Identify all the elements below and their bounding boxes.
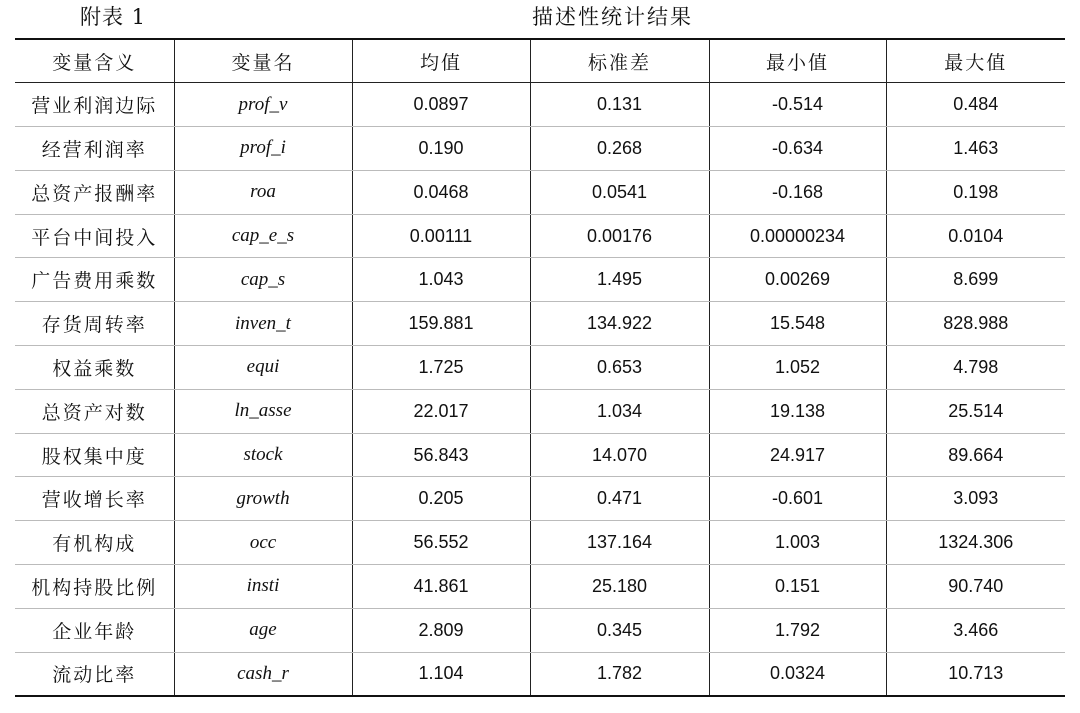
cell-variable-name: cap_s bbox=[174, 258, 352, 302]
cell-max: 1324.306 bbox=[886, 521, 1065, 565]
cell-mean: 0.0897 bbox=[352, 83, 530, 127]
cell-max: 90.740 bbox=[886, 565, 1065, 609]
header-min: 最小值 bbox=[709, 39, 886, 83]
table-row bbox=[15, 652, 1065, 696]
cell-min: -0.514 bbox=[709, 83, 886, 127]
table-row bbox=[15, 302, 1065, 346]
cell-std-dev: 134.922 bbox=[530, 302, 709, 346]
cell-variable-name: cash_r bbox=[174, 652, 352, 696]
cell-mean: 41.861 bbox=[352, 565, 530, 609]
cell-min: 0.00269 bbox=[709, 258, 886, 302]
table-header-row bbox=[15, 39, 1065, 83]
cell-variable-name: insti bbox=[174, 565, 352, 609]
cell-variable-meaning: 存货周转率 bbox=[15, 302, 174, 346]
descriptive-statistics-table bbox=[15, 38, 1065, 697]
cell-mean: 159.881 bbox=[352, 302, 530, 346]
cell-std-dev: 0.653 bbox=[530, 346, 709, 390]
cell-max: 8.699 bbox=[886, 258, 1065, 302]
cell-mean: 1.725 bbox=[352, 346, 530, 390]
cell-mean: 1.104 bbox=[352, 652, 530, 696]
cell-min: -0.601 bbox=[709, 477, 886, 521]
cell-min: -0.634 bbox=[709, 127, 886, 171]
table-row bbox=[15, 127, 1065, 171]
cell-std-dev: 0.471 bbox=[530, 477, 709, 521]
cell-std-dev: 1.782 bbox=[530, 652, 709, 696]
cell-variable-name: age bbox=[174, 608, 352, 652]
cell-min: 0.151 bbox=[709, 565, 886, 609]
cell-variable-name: prof_i bbox=[174, 127, 352, 171]
cell-max: 4.798 bbox=[886, 346, 1065, 390]
cell-variable-meaning: 营业利润边际 bbox=[15, 83, 174, 127]
cell-variable-name: roa bbox=[174, 170, 352, 214]
cell-mean: 22.017 bbox=[352, 389, 530, 433]
cell-variable-name: equi bbox=[174, 346, 352, 390]
cell-min: 1.052 bbox=[709, 346, 886, 390]
cell-min: 0.0324 bbox=[709, 652, 886, 696]
cell-variable-meaning: 总资产报酬率 bbox=[15, 170, 174, 214]
cell-max: 3.466 bbox=[886, 608, 1065, 652]
cell-variable-meaning: 总资产对数 bbox=[15, 389, 174, 433]
cell-max: 0.198 bbox=[886, 170, 1065, 214]
cell-max: 0.0104 bbox=[886, 214, 1065, 258]
cell-std-dev: 0.00176 bbox=[530, 214, 709, 258]
cell-max: 89.664 bbox=[886, 433, 1065, 477]
cell-variable-meaning: 权益乘数 bbox=[15, 346, 174, 390]
cell-variable-name: ln_asse bbox=[174, 389, 352, 433]
table-body bbox=[15, 83, 1065, 696]
cell-std-dev: 14.070 bbox=[530, 433, 709, 477]
table-row bbox=[15, 346, 1065, 390]
cell-max: 25.514 bbox=[886, 389, 1065, 433]
cell-variable-meaning: 平台中间投入 bbox=[15, 214, 174, 258]
cell-min: 0.00000234 bbox=[709, 214, 886, 258]
cell-std-dev: 0.268 bbox=[530, 127, 709, 171]
cell-max: 1.463 bbox=[886, 127, 1065, 171]
header-variable-meaning: 变量含义 bbox=[15, 39, 174, 83]
cell-std-dev: 0.131 bbox=[530, 83, 709, 127]
cell-variable-meaning: 股权集中度 bbox=[15, 433, 174, 477]
cell-mean: 56.843 bbox=[352, 433, 530, 477]
table-row bbox=[15, 565, 1065, 609]
table-title: 描述性统计结果 bbox=[532, 5, 693, 29]
cell-mean: 0.00111 bbox=[352, 214, 530, 258]
header-variable-name: 变量名 bbox=[174, 39, 352, 83]
cell-std-dev: 137.164 bbox=[530, 521, 709, 565]
cell-max: 3.093 bbox=[886, 477, 1065, 521]
cell-min: -0.168 bbox=[709, 170, 886, 214]
cell-variable-meaning: 机构持股比例 bbox=[15, 565, 174, 609]
cell-std-dev: 1.034 bbox=[530, 389, 709, 433]
cell-variable-meaning: 经营利润率 bbox=[15, 127, 174, 171]
cell-variable-name: prof_v bbox=[174, 83, 352, 127]
table-row bbox=[15, 170, 1065, 214]
cell-mean: 0.0468 bbox=[352, 170, 530, 214]
cell-variable-meaning: 广告费用乘数 bbox=[15, 258, 174, 302]
header-std-dev: 标准差 bbox=[530, 39, 709, 83]
cell-min: 24.917 bbox=[709, 433, 886, 477]
cell-variable-meaning: 有机构成 bbox=[15, 521, 174, 565]
cell-min: 1.003 bbox=[709, 521, 886, 565]
cell-std-dev: 0.0541 bbox=[530, 170, 709, 214]
cell-min: 19.138 bbox=[709, 389, 886, 433]
cell-variable-name: stock bbox=[174, 433, 352, 477]
table-row bbox=[15, 477, 1065, 521]
cell-variable-name: occ bbox=[174, 521, 352, 565]
cell-variable-meaning: 流动比率 bbox=[15, 652, 174, 696]
cell-variable-meaning: 企业年龄 bbox=[15, 608, 174, 652]
cell-mean: 0.190 bbox=[352, 127, 530, 171]
cell-min: 1.792 bbox=[709, 608, 886, 652]
table-row bbox=[15, 433, 1065, 477]
cell-std-dev: 25.180 bbox=[530, 565, 709, 609]
cell-mean: 2.809 bbox=[352, 608, 530, 652]
cell-min: 15.548 bbox=[709, 302, 886, 346]
cell-std-dev: 0.345 bbox=[530, 608, 709, 652]
table-row bbox=[15, 214, 1065, 258]
cell-mean: 56.552 bbox=[352, 521, 530, 565]
table-row bbox=[15, 608, 1065, 652]
cell-variable-meaning: 营收增长率 bbox=[15, 477, 174, 521]
table-row bbox=[15, 83, 1065, 127]
cell-variable-name: inven_t bbox=[174, 302, 352, 346]
table-number: 附表 1 bbox=[80, 5, 147, 29]
cell-max: 828.988 bbox=[886, 302, 1065, 346]
header-max: 最大值 bbox=[886, 39, 1065, 83]
cell-max: 0.484 bbox=[886, 83, 1065, 127]
table-row bbox=[15, 521, 1065, 565]
cell-variable-name: cap_e_s bbox=[174, 214, 352, 258]
table-row bbox=[15, 389, 1065, 433]
header-mean: 均值 bbox=[352, 39, 530, 83]
table-row bbox=[15, 258, 1065, 302]
cell-variable-name: growth bbox=[174, 477, 352, 521]
cell-mean: 0.205 bbox=[352, 477, 530, 521]
cell-mean: 1.043 bbox=[352, 258, 530, 302]
cell-std-dev: 1.495 bbox=[530, 258, 709, 302]
cell-max: 10.713 bbox=[886, 652, 1065, 696]
